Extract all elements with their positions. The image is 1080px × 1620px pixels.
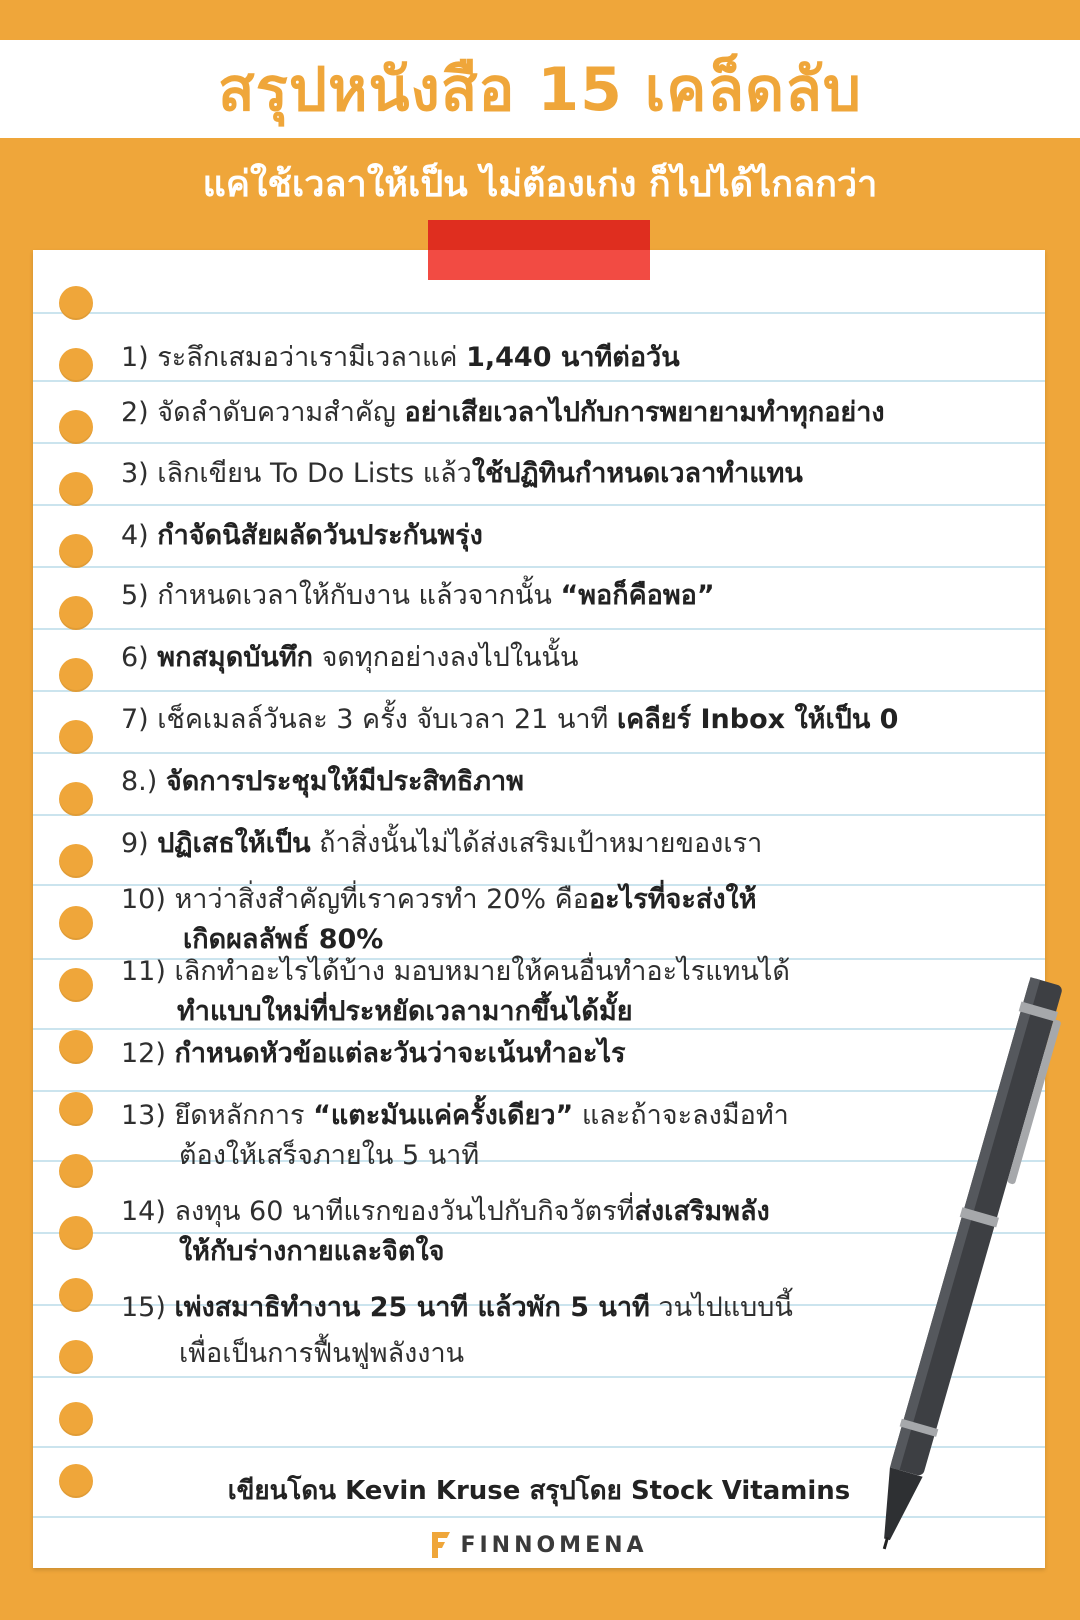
item-text: 13) ยึดหลักการ	[121, 1100, 314, 1131]
item-text: 2) จัดลำดับความสำคัญ	[121, 397, 405, 428]
item-bold-text: กำจัดนิสัยผลัดวันประกันพรุ่ง	[157, 520, 483, 551]
item-text: 7) เช็คเมลล์วันละ 3 ครั้ง จับเวลา 21 นาที	[121, 704, 617, 735]
item-text: ถ้าสิ่งนั้นไม่ได้ส่งเสริมเป้าหมายของเรา	[310, 828, 763, 859]
binder-hole	[59, 844, 93, 878]
list-item	[121, 1288, 793, 1374]
item-bold-text: เคลียร์ Inbox ให้เป็น 0	[616, 704, 899, 735]
item-bold-text: “พอก็คือพอ”	[560, 580, 715, 611]
binder-hole	[59, 906, 93, 940]
item-text: 10) หาว่าสิ่งสำคัญที่เราควรทำ 20% คือ	[121, 884, 589, 915]
item-text: 1) ระลึกเสมอว่าเรามีเวลาแค่	[121, 342, 467, 373]
rule-line	[33, 566, 1045, 568]
item-bold-text: ส่งเสริมพลัง	[634, 1196, 770, 1227]
list-item	[121, 952, 790, 1032]
list-item	[121, 454, 803, 494]
list-item	[121, 700, 898, 740]
binder-hole	[59, 1340, 93, 1374]
rule-line	[33, 312, 1045, 314]
item-text: 11) เลิกทำอะไรได้บ้าง มอบหมายให้คนอื่นทำอะไรแทนได้	[121, 956, 790, 987]
item-bold-text: กำหนดหัวข้อแต่ละวันว่าจะเน้นทำอะไร	[174, 1038, 626, 1069]
item-bold-text: ใช้ปฏิทินกำหนดเวลาทำแทน	[471, 458, 803, 489]
binder-hole	[59, 1278, 93, 1312]
item-bold-text: 1,440 นาทีต่อวัน	[466, 342, 680, 373]
list-item	[121, 576, 715, 616]
list-item	[121, 880, 757, 960]
item-text: เพื่อเป็นการฟื้นฟูพลังงาน	[179, 1338, 465, 1369]
binder-hole	[59, 1030, 93, 1064]
list-item	[121, 1096, 789, 1176]
binder-hole	[59, 968, 93, 1002]
item-text: 8.)	[121, 766, 166, 797]
binder-hole	[59, 596, 93, 630]
item-bold-text: อะไรที่จะส่งให้	[588, 884, 757, 915]
binder-hole	[59, 348, 93, 382]
list-item	[121, 338, 680, 378]
item-text: 9)	[121, 828, 158, 859]
item-text: 15)	[121, 1292, 175, 1323]
item-bold-text: อย่าเสียเวลาไปกับการพยายามทำทุกอย่าง	[404, 397, 885, 428]
item-text: 5) กำหนดเวลาให้กับงาน แล้วจากนั้น	[121, 580, 561, 611]
binder-hole	[59, 286, 93, 320]
item-text: 4)	[121, 520, 158, 551]
tape-top	[428, 220, 650, 250]
item-bold-text: “แตะมันแค่ครั้งเดียว”	[313, 1100, 574, 1131]
rule-line	[33, 442, 1045, 444]
pen-icon	[850, 960, 1080, 1560]
item-text: จดทุกอย่างลงไปในนั้น	[313, 642, 579, 673]
binder-hole	[59, 782, 93, 816]
binder-hole	[59, 1402, 93, 1436]
list-item	[121, 1034, 626, 1074]
item-text: 3) เลิกเขียน To Do Lists แล้ว	[121, 458, 472, 489]
list-item	[121, 516, 483, 556]
item-text: ต้องให้เสร็จภายใน 5 นาที	[179, 1140, 480, 1171]
page-title: สรุปหนังสือ 15 เคล็ดลับ	[218, 54, 862, 125]
item-bold-text: เกิดผลลัพธ์ 80%	[183, 924, 384, 955]
binder-hole	[59, 658, 93, 692]
page-subtitle: แค่ใช้เวลาให้เป็น ไม่ต้องเก่ง ก็ไปได้ไกลกว่า	[202, 164, 878, 205]
tape-bottom	[428, 250, 650, 280]
item-bold-text: ให้กับร่างกายและจิตใจ	[179, 1236, 445, 1267]
item-text: วนไปแบบนี้	[649, 1292, 793, 1323]
item-text: 14) ลงทุน 60 นาทีแรกของวันไปกับกิจวัตรที่	[121, 1196, 635, 1227]
binder-hole	[59, 1092, 93, 1126]
binder-hole	[59, 534, 93, 568]
list-item	[121, 824, 762, 864]
list-item	[121, 762, 524, 802]
rule-line	[33, 690, 1045, 692]
binder-hole	[59, 410, 93, 444]
credit-line: เขียนโดน Kevin Kruse สรุปโดย Stock Vitamins	[227, 1476, 851, 1506]
item-bold-text: พกสมุดบันทึก	[157, 642, 313, 673]
item-bold-text: ปฏิเสธให้เป็น	[157, 828, 311, 859]
item-text: 6)	[121, 642, 158, 673]
rule-line	[33, 628, 1045, 630]
item-text: และถ้าจะลงมือทำ	[573, 1100, 789, 1131]
finnomena-f-logo-icon	[430, 1530, 452, 1560]
binder-hole	[59, 720, 93, 754]
tape-strip	[428, 220, 650, 280]
item-bold-text: จัดการประชุมให้มีประสิทธิภาพ	[165, 766, 524, 797]
binder-hole	[59, 472, 93, 506]
list-item	[121, 393, 885, 433]
rule-line	[33, 504, 1045, 506]
rule-line	[33, 814, 1045, 816]
binder-hole	[59, 1216, 93, 1250]
list-item	[121, 638, 578, 678]
list-item	[121, 1192, 770, 1272]
rule-line	[33, 752, 1045, 754]
binder-hole	[59, 1154, 93, 1188]
item-bold-text: เพ่งสมาธิทำงาน 25 นาที แล้วพัก 5 นาที	[174, 1292, 650, 1323]
item-bold-text: ทำแบบใหม่ที่ประหยัดเวลามากขึ้นได้มั้ย	[177, 996, 633, 1027]
title-band	[0, 40, 1080, 138]
logo-text: FINNOMENA	[460, 1532, 648, 1558]
item-text: 12)	[121, 1038, 175, 1069]
rule-line	[33, 380, 1045, 382]
